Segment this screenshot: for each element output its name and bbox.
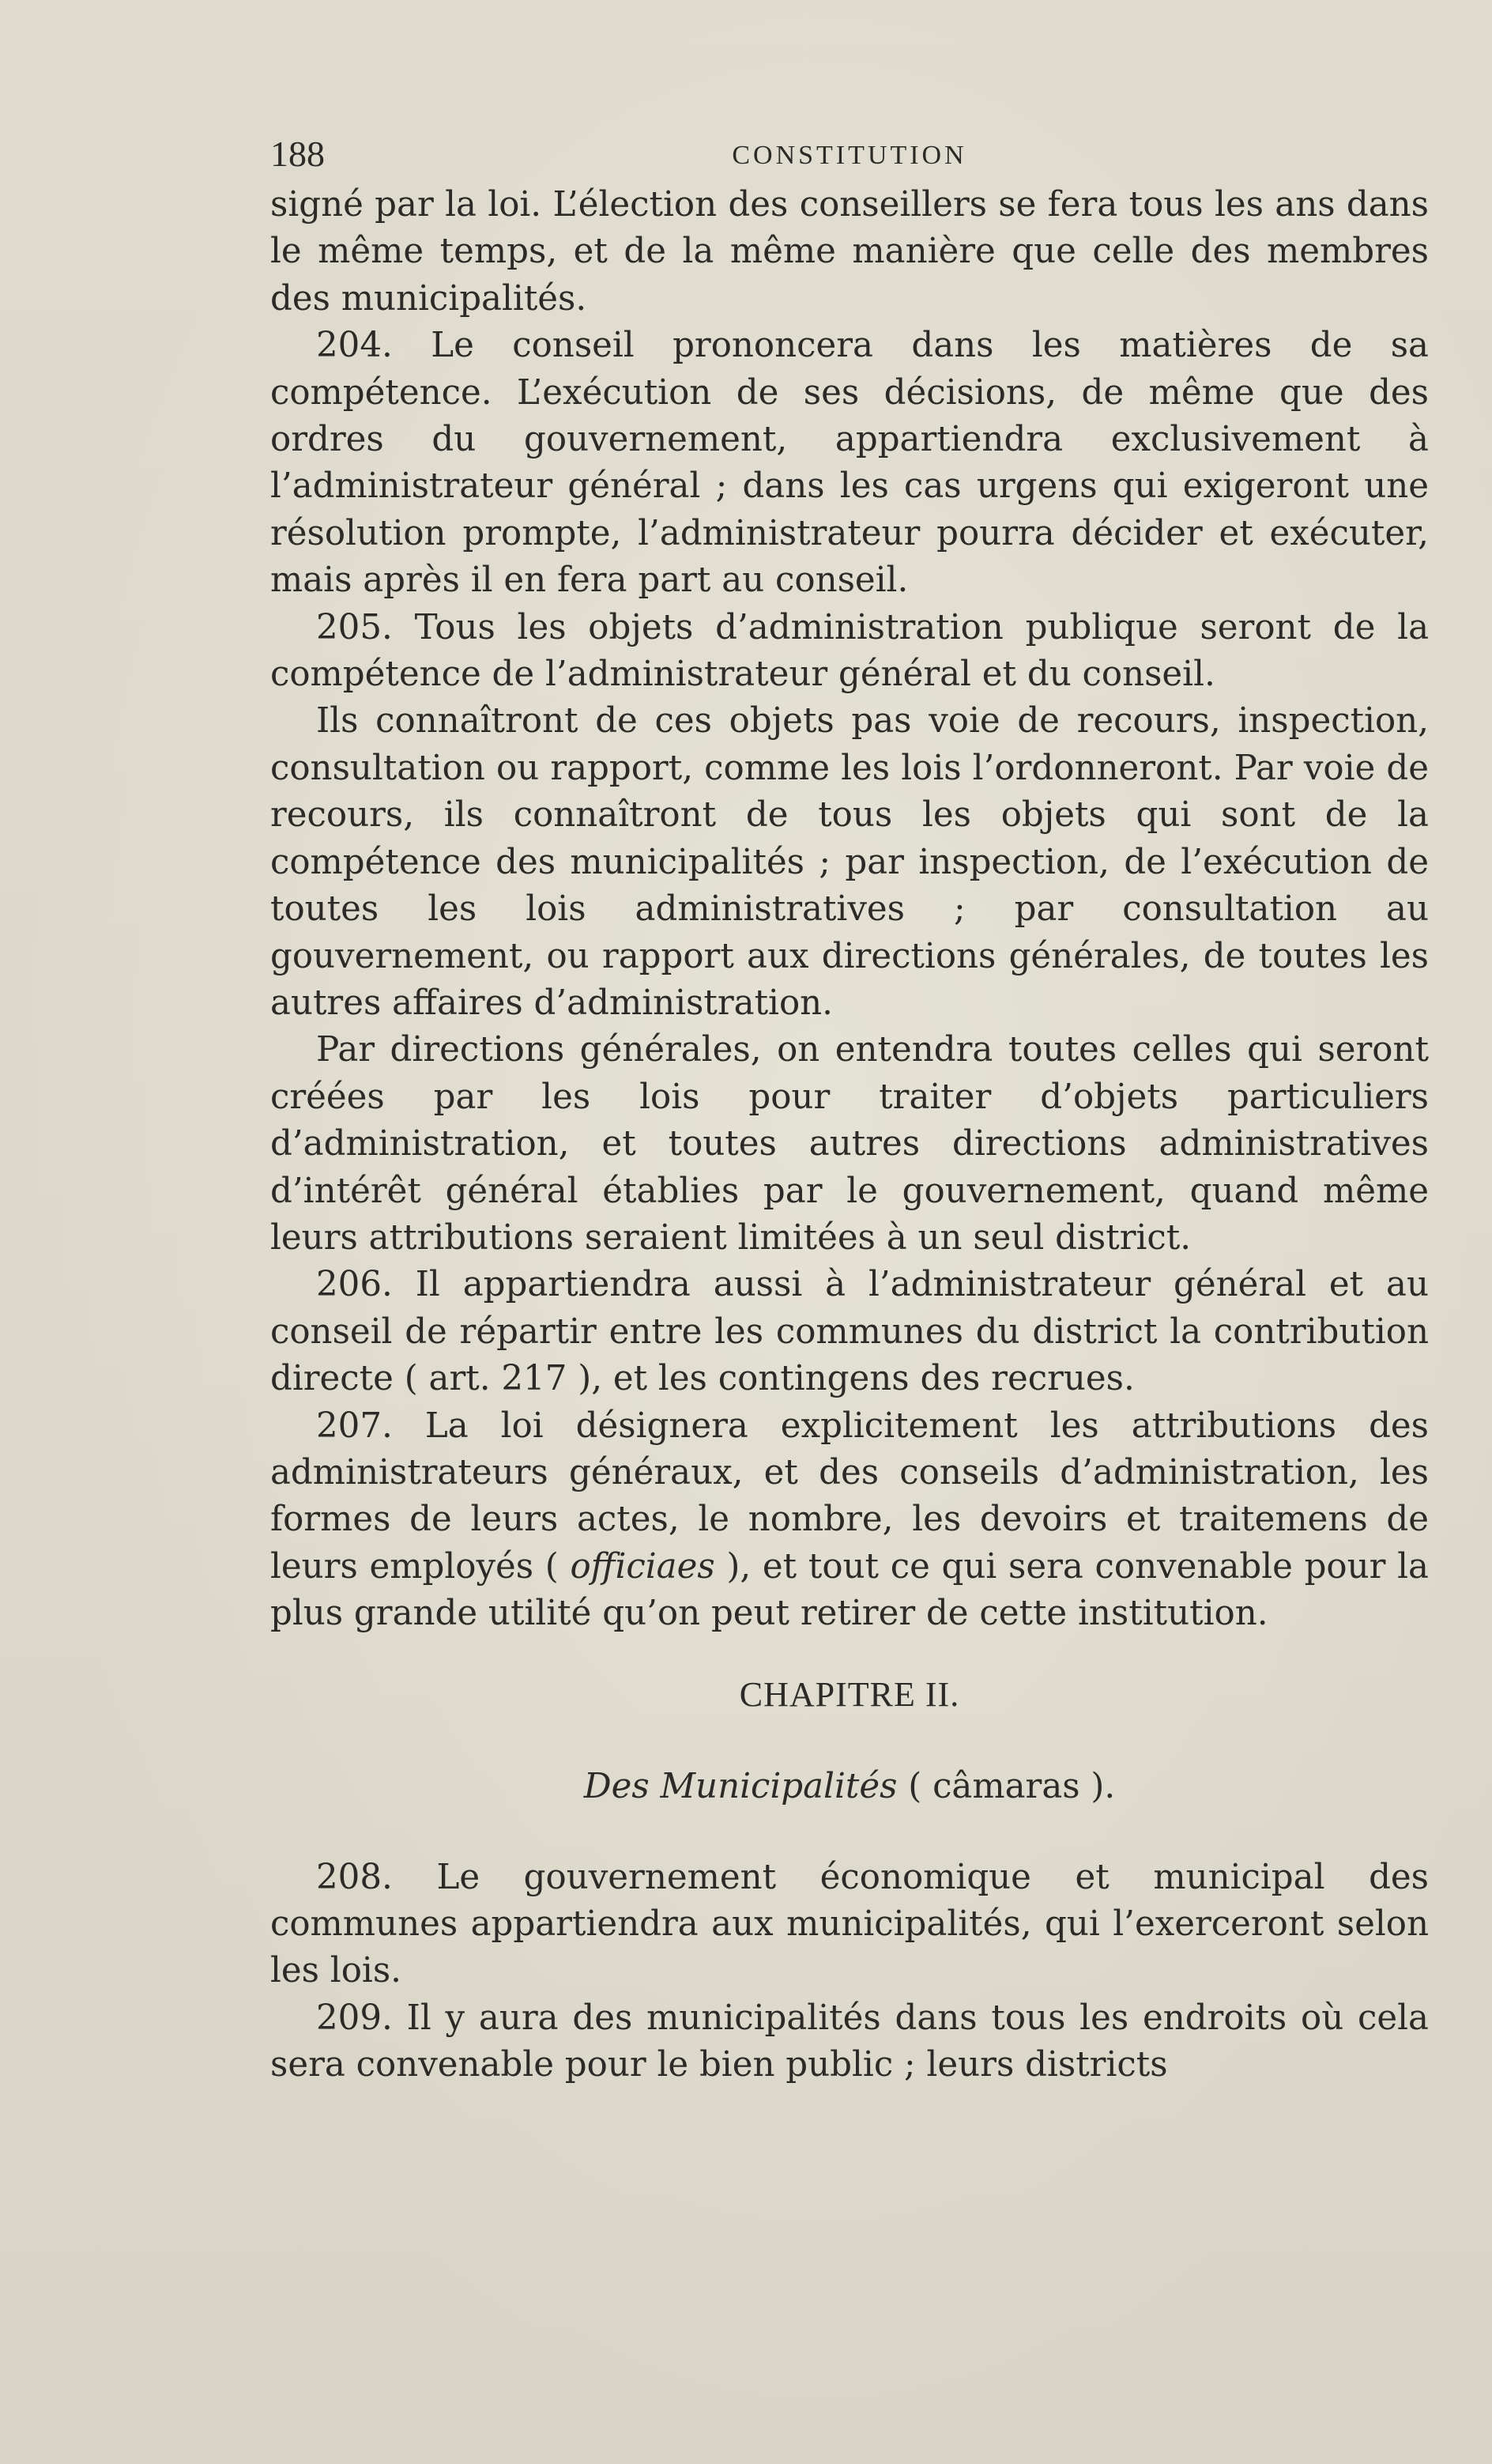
paragraph-article-208: 208. Le gouvernement économique et municipal des communes appartiendra aux municipalités, qui l’exerceront selon les lois.	[270, 1857, 1429, 1991]
paragraph-article-204: 204. Le conseil prononcera dans les matières de sa compétence. L’exécution de ses décisions, de même que des ordres du gouvernement, appartiendra exclusivement à l’administrateur général ; dans les cas urgens qui exigeront une résolution prompte, l’administrateur pourra décider et exécuter, mais après il en fera part au conseil.	[270, 326, 1429, 601]
paragraph-recours: Ils connaîtront de ces objets pas voie de recours, inspection, consultation ou rapport, comme les lois l’ordonneront. Par voie de recours, ils connaîtront de tous les objets qui sont de la compétence des municipalités ; par inspection, de l’exécution de toutes les lois administratives ; par consultation au gouvernement, ou rapport aux directions générales, de toutes les autres affaires d’administration.	[270, 701, 1429, 1023]
paragraph-article-206: 206. Il appartiendra aussi à l’administrateur général et au conseil de répartir entre les communes du district la contribution directe ( art. 217 ), et les contingens des recrues.	[270, 1265, 1429, 1399]
chapter-subtitle-rest: ( câmaras ).	[897, 1766, 1116, 1806]
paragraph-article-209: 209. Il y aura des municipalités dans tous les endroits où cela sera convenable pour le bien public ; leurs districts	[270, 1998, 1429, 2085]
paragraph-article-207	[270, 1403, 1429, 1638]
article-207-text-end: ), et tout ce qui sera convenable pour la plus grande utilité qu’on peut retirer de cette institution.	[270, 1546, 1429, 1634]
paragraph-directions-generales: Par directions générales, on entendra toutes celles qui seront créées par les lois pour traiter d’objets particuliers d’administration, et toutes autres directions administratives d’intérêt général établies par le gouvernement, quand même leurs attributions seraient limitées à un seul district.	[270, 1030, 1429, 1258]
page-number: 188	[270, 134, 325, 174]
paragraph-article-205: 205. Tous les objets d’administration publique seront de la compétence de l’administrateur général et du conseil.	[270, 607, 1429, 695]
running-title: CONSTITUTION	[732, 141, 967, 170]
text-block	[270, 126, 1429, 2089]
article-207-italic-term: officiaes	[570, 1546, 715, 1587]
chapter-title: CHAPITRE II.	[739, 1674, 960, 1714]
article-207-text-start: 207. La loi désignera explicitement les attributions des administrateurs généraux, et des conseils d’administration, les formes de leurs actes, le nombre, les devoirs et traitemens de leurs employés (	[270, 1406, 1429, 1587]
chapter-subtitle-italic: Des Municipalités	[583, 1766, 898, 1806]
paragraph-continuation: signé par la loi. L’élection des conseillers se fera tous les ans dans le même temps, et de la même manière que celle des membres des municipalités.	[270, 185, 1429, 319]
running-head	[270, 126, 1429, 182]
chapter-subtitle	[270, 1763, 1429, 1810]
